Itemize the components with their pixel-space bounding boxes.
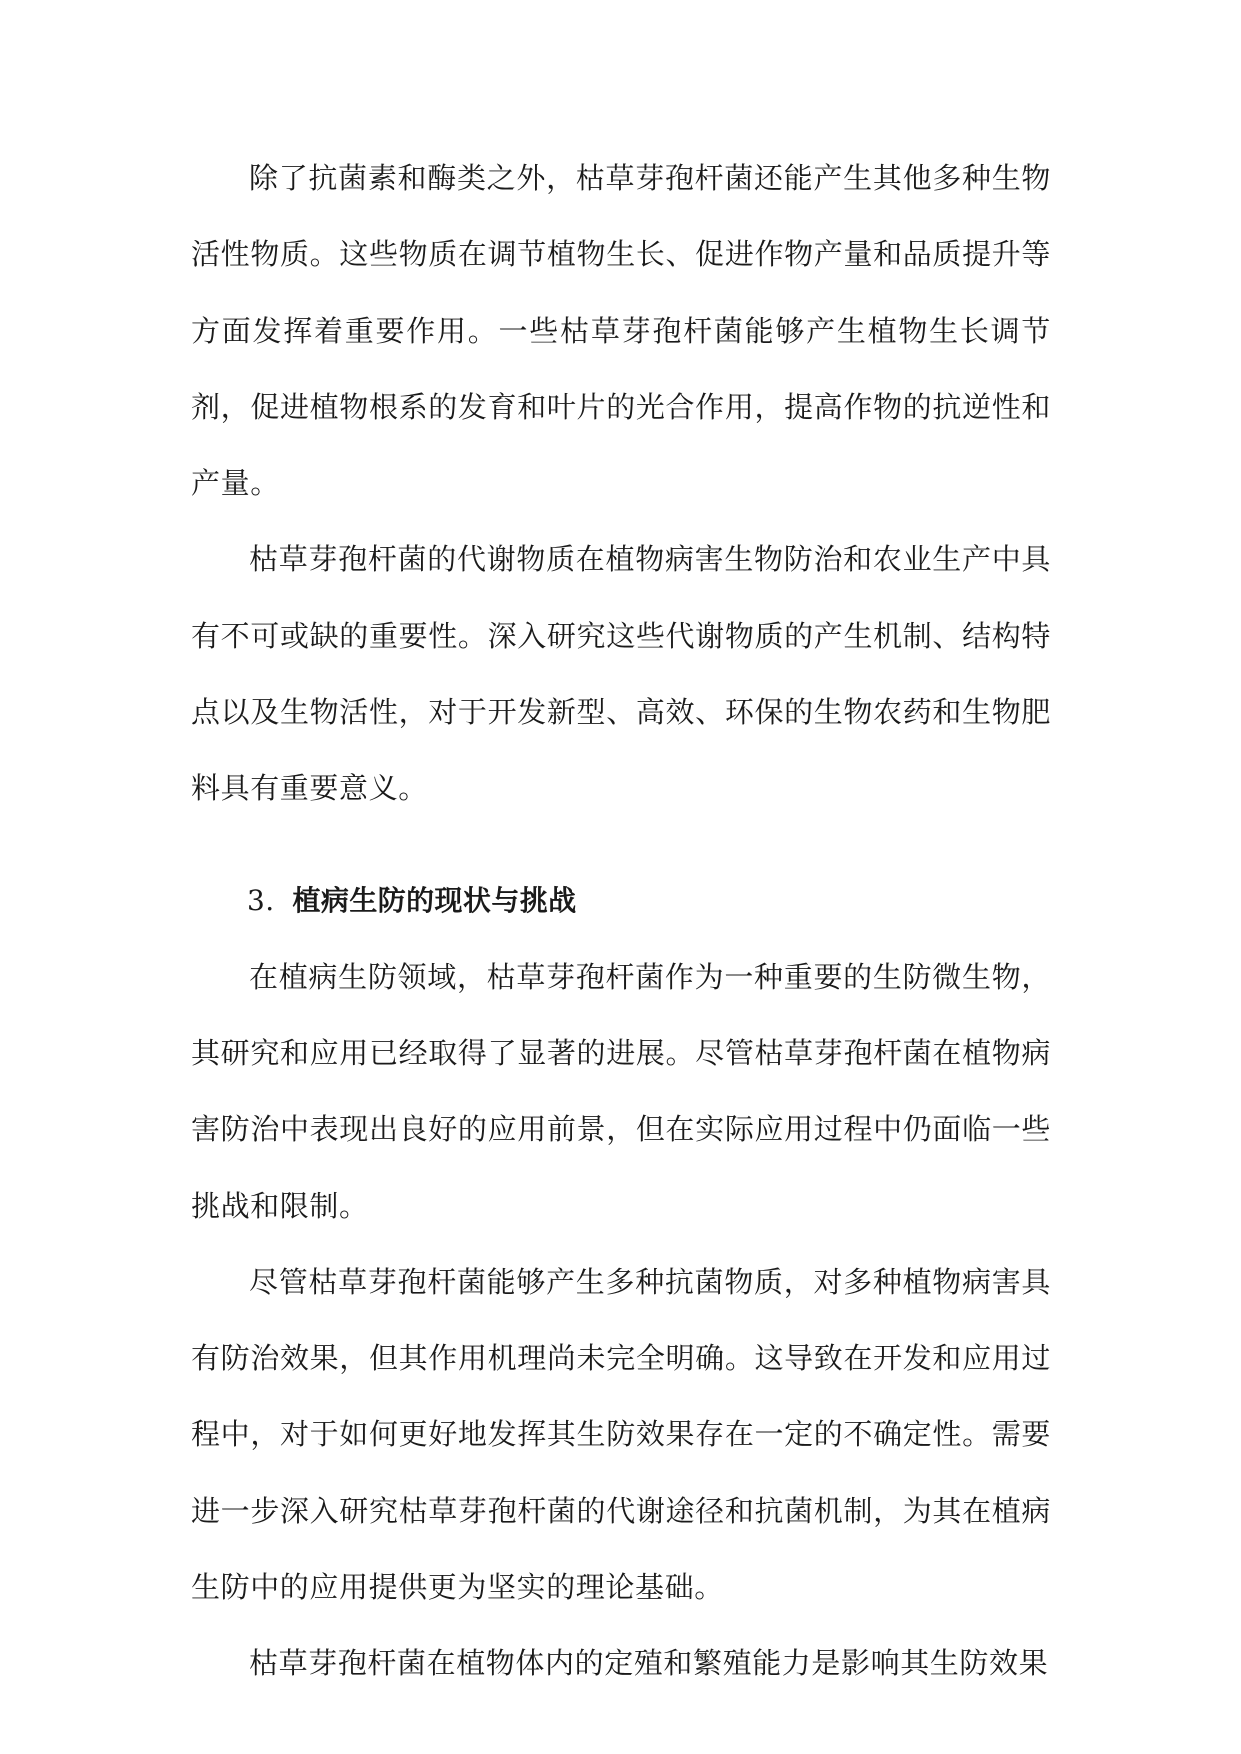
body-paragraph: 除了抗菌素和酶类之外，枯草芽孢杆菌还能产生其他多种生物活性物质。这些物质在调节植物生长、促进作物产量和品质提升等方面发挥着重要作用。一些枯草芽孢杆菌能够产生植物生长调节剂，促进植物根系的发育和叶片的光合作用，提高作物的抗逆性和产量。 <box>191 161 1051 501</box>
section-number: 3. <box>247 883 275 917</box>
section-heading <box>191 863 1051 939</box>
body-paragraph: 枯草芽孢杆菌的代谢物质在植物病害生物防治和农业生产中具有不可或缺的重要性。深入研究这些代谢物质的产生机制、结构特点以及生物活性，对于开发新型、高效、环保的生物农药和生物肥料具有重要意义。 <box>191 542 1051 806</box>
section-title: 植病生防的现状与挑战 <box>292 883 577 917</box>
document-body <box>191 140 1051 1702</box>
body-paragraph: 在植病生防领域，枯草芽孢杆菌作为一种重要的生防微生物，其研究和应用已经取得了显著的进展。尽管枯草芽孢杆菌在植物病害防治中表现出良好的应用前景，但在实际应用过程中仍面临一些挑战和限制。 <box>191 959 1051 1223</box>
body-paragraph: 尽管枯草芽孢杆菌能够产生多种抗菌物质，对多种植物病害具有防治效果，但其作用机理尚未完全明确。这导致在开发和应用过程中，对于如何更好地发挥其生防效果存在一定的不确定性。需要进一步深入研究枯草芽孢杆菌的代谢途径和抗菌机制，为其在植病生防中的应用提供更为坚实的理论基础。 <box>191 1264 1051 1605</box>
body-paragraph: 枯草芽孢杆菌在植物体内的定殖和繁殖能力是影响其生防效果 <box>249 1646 1049 1681</box>
